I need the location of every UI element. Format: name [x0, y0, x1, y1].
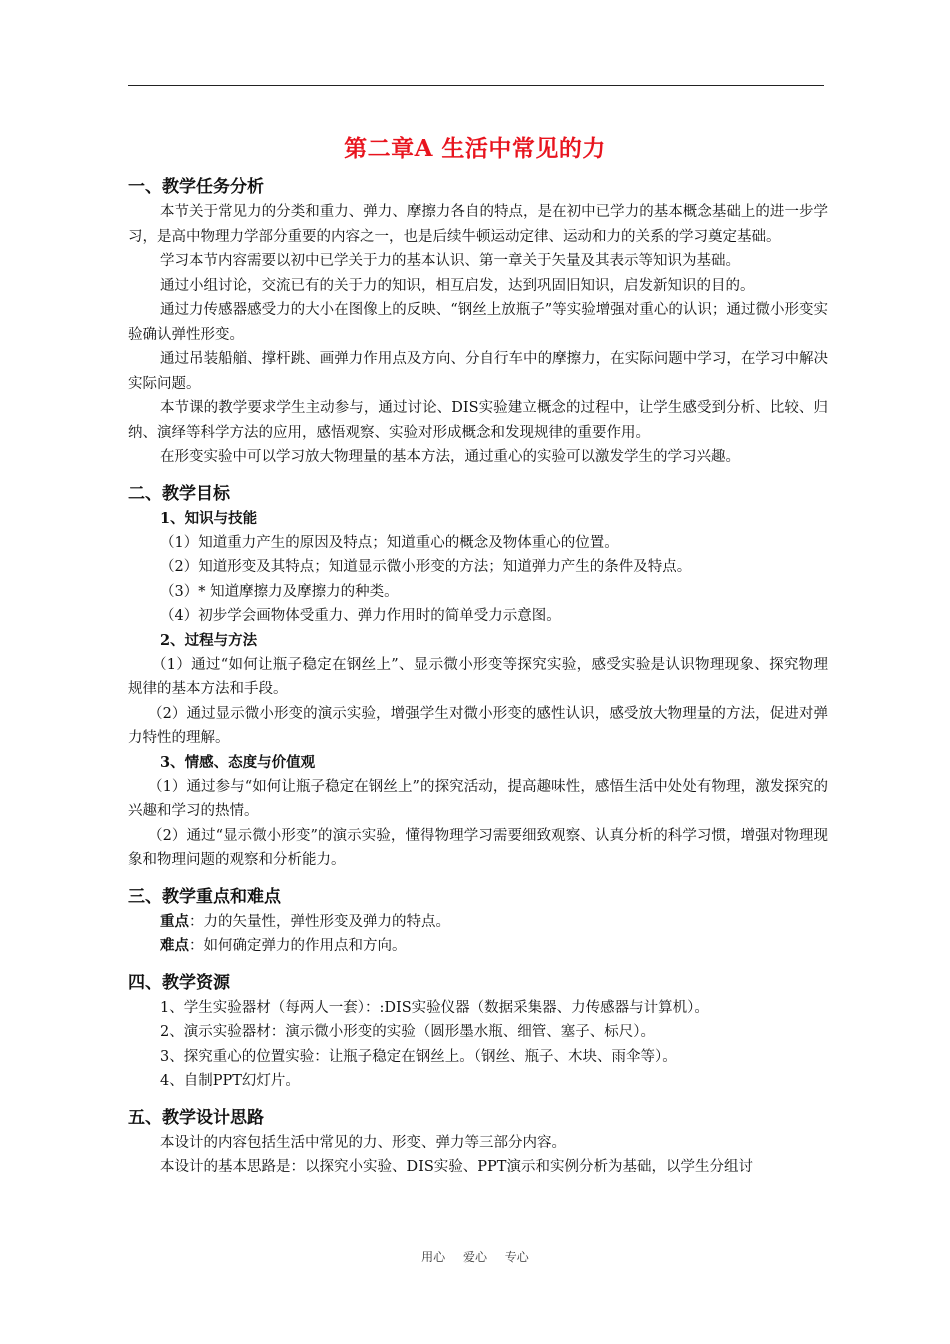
section-resources [128, 970, 828, 1094]
section-key-points [128, 884, 828, 959]
section-design-approach [128, 1105, 828, 1180]
paragraph: 本节课的教学要求学生主动参与，通过讨论、DIS实验建立概念的过程中，让学生感受到分析、比较、归纳、演绎等科学方法的应用，感悟观察、实验对形成概念和发现规律的重要作用。 [128, 400, 828, 441]
header-rule [128, 85, 824, 86]
paragraph: 通过力传感器感受力的大小在图像上的反映、“钢丝上放瓶子”等实验增强对重心的认识；通过微小形变实验确认弹性形变。 [128, 302, 828, 343]
list-item: 1、学生实验器材（每两人一套）：:DIS实验仪器（数据采集器、力传感器与计算机）。 [160, 999, 709, 1016]
paragraph: 本设计的基本思路是：以探究小实验、DIS实验、PPT演示和实例分析为基础，以学生分组讨 [160, 1159, 753, 1175]
section-heading: 三、教学重点和难点 [128, 886, 281, 907]
paragraph: 通过小组讨论，交流已有的关于力的知识，相互启发，达到巩固旧知识，启发新知识的目的。 [160, 277, 755, 294]
list-item: （1）知道重力产生的原因及特点；知道重心的概念及物体重心的位置。 [160, 534, 619, 551]
list-item: （2）通过“显示微小形变”的演示实验，懂得物理学习需要细致观察、认真分析的科学习惯，增强对物理现象和物理问题的观察和分析能力。 [128, 827, 828, 868]
list-item: （1）通过参与“如何让瓶子稳定在钢丝上”的探究活动，提高趣味性，感悟生活中处处有物理，激发探究的兴趣和学习的热情。 [128, 778, 828, 819]
section-task-analysis [128, 174, 828, 470]
paragraph: 在形变实验中可以学习放大物理量的基本方法，通过重心的实验可以激发学生的学习兴趣。 [160, 449, 740, 465]
difficulty-point [128, 934, 828, 959]
document-body [128, 174, 828, 1180]
section-heading: 五、教学设计思路 [128, 1107, 264, 1128]
section-heading: 二、教学目标 [128, 483, 230, 504]
paragraph: 通过吊装船艏、撑杆跳、画弹力作用点及方向、分自行车中的摩擦力，在实际问题中学习，在学习中解决实际问题。 [128, 351, 828, 392]
list-item: 2、演示实验器材：演示微小形变的实验（圆形墨水瓶、细管、塞子、标尺）。 [160, 1024, 655, 1040]
section-heading: 四、教学资源 [128, 972, 230, 993]
page-title: 第二章A 生活中常见的力 [344, 135, 606, 162]
key-point [128, 910, 828, 935]
paragraph: 学习本节内容需要以初中已学关于力的基本认识、第一章关于矢量及其表示等知识为基础。 [160, 253, 740, 269]
list-item: 4、自制PPT幻灯片。 [160, 1073, 300, 1089]
difficulty-text: ：如何确定弹力的作用点和方向。 [189, 938, 407, 954]
subsection-heading: 3、情感、态度与价值观 [160, 753, 316, 771]
list-item: （2）知道形变及其特点；知道显示微小形变的方法；知道弹力产生的条件及特点。 [160, 559, 692, 575]
list-item: 3、探究重心的位置实验：让瓶子稳定在钢丝上。（钢丝、瓶子、木块、雨伞等）。 [160, 1048, 677, 1065]
list-item: （2）通过显示微小形变的演示实验，增强学生对微小形变的感性认识，感受放大物理量的方法，促进对弹力特性的理解。 [128, 705, 828, 746]
difficulty-label: 难点 [160, 937, 189, 954]
paragraph: 本节关于常见力的分类和重力、弹力、摩擦力各自的特点，是在初中已学力的基本概念基础上的进一步学习，是高中物理力学部分重要的内容之一，也是后续牛顿运动定律、运动和力的关系的学习奠定基础。 [128, 204, 828, 245]
section-objectives [128, 481, 828, 873]
page-footer: 用心 爱心 专心 [421, 1250, 529, 1264]
key-label: 重点 [160, 912, 189, 930]
subsection-heading: 2、过程与方法 [160, 631, 258, 649]
list-item: （1）通过“如何让瓶子稳定在钢丝上”、显示微小形变等探究实验，感受实验是认识物理现象、探究物理规律的基本方法和手段。 [128, 656, 828, 697]
list-item: （4）初步学会画物体受重力、弹力作用时的简单受力示意图。 [160, 608, 561, 624]
section-heading: 一、教学任务分析 [128, 177, 264, 197]
list-item: （3）* 知道摩擦力及摩擦力的种类。 [160, 583, 399, 600]
subsection-heading: 1、知识与技能 [160, 509, 258, 527]
paragraph: 本设计的内容包括生活中常见的力、形变、弹力等三部分内容。 [160, 1134, 566, 1151]
key-text: ：力的矢量性，弹性形变及弹力的特点。 [189, 913, 450, 930]
